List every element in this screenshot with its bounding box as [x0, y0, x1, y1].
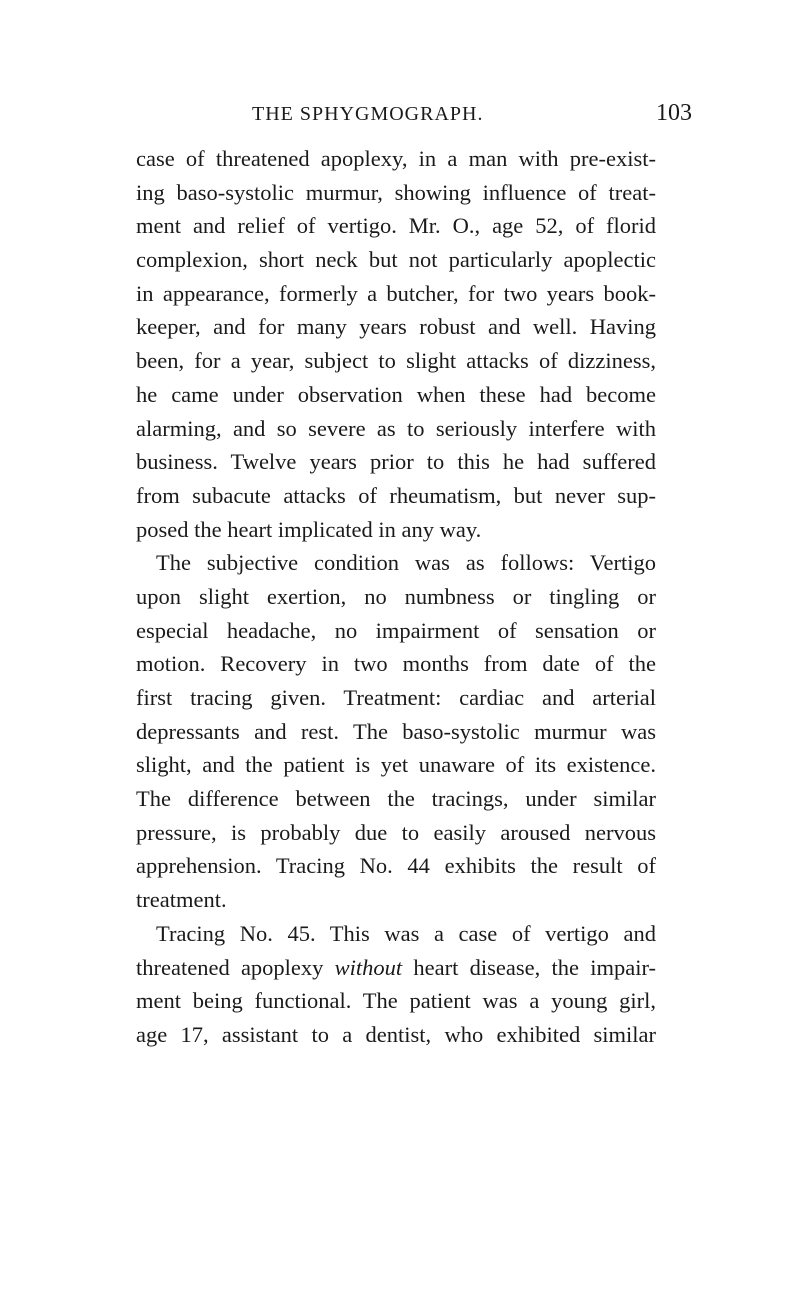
text-line: in appearance, formerly a butcher, for two years book- [136, 280, 656, 306]
text-line: apprehension. Tracing No. 44 exhibits the result of [136, 853, 656, 879]
paragraph-1 [136, 142, 656, 546]
paragraph-2 [136, 546, 656, 917]
text-line: ment and relief of vertigo. Mr. O., age 52, of florid [136, 213, 656, 239]
text-line: been, for a year, subject to slight attacks of dizziness, [136, 348, 656, 374]
text-line: he came under observation when these had become [136, 381, 656, 407]
text-line: The subjective condition was as follows: Vertigo [156, 550, 656, 576]
text-line: complexion, short neck but not particularly apoplectic [136, 247, 656, 273]
text-line: alarming, and so severe as to seriously interfere with [136, 415, 656, 441]
text-line: Tracing No. 45. This was a case of vertigo and [156, 920, 656, 946]
text-line: business. Twelve years prior to this he had suffered [136, 449, 656, 475]
running-head [252, 100, 692, 133]
text-segment: heart disease, the impair- [402, 954, 657, 980]
text-line: depressants and rest. The baso-systolic murmur was [136, 718, 656, 744]
text-line: ment being functional. The patient was a young girl, [136, 988, 656, 1014]
text-line: upon slight exertion, no numbness or tingling or [136, 583, 656, 609]
paragraph-3 [136, 917, 656, 1052]
text-line: first tracing given. Treatment: cardiac and arterial [136, 685, 656, 710]
body-text [136, 142, 656, 1052]
text-line: treatment. [136, 887, 227, 913]
text-line: pressure, is probably due to easily aroused nervous [136, 819, 656, 845]
page-number: 103 [656, 100, 692, 126]
text-line: posed the heart implicated in any way. [136, 516, 482, 542]
text-line: case of threatened apoplexy, in a man with pre-exist- [136, 146, 656, 171]
text-line: motion. Recovery in two months from date of the [136, 651, 656, 677]
text-segment: threatened apoplexy [136, 954, 335, 980]
italic-emphasis: without [334, 954, 403, 980]
text-line: The difference between the tracings, under similar [136, 786, 656, 812]
text-line: from subacute attacks of rheumatism, but never sup- [136, 482, 656, 508]
text-line: especial headache, no impairment of sensation or [136, 617, 656, 643]
text-line: ing baso-systolic murmur, showing influence of treat- [136, 179, 656, 205]
text-line [136, 951, 656, 985]
text-line: slight, and the patient is yet unaware of its existence. [136, 752, 656, 778]
running-title: THE SPHYGMOGRAPH. [252, 103, 484, 125]
text-line: keeper, and for many years robust and well. Having [136, 314, 656, 340]
text-line: age 17, assistant to a dentist, who exhibited similar [136, 1021, 656, 1047]
